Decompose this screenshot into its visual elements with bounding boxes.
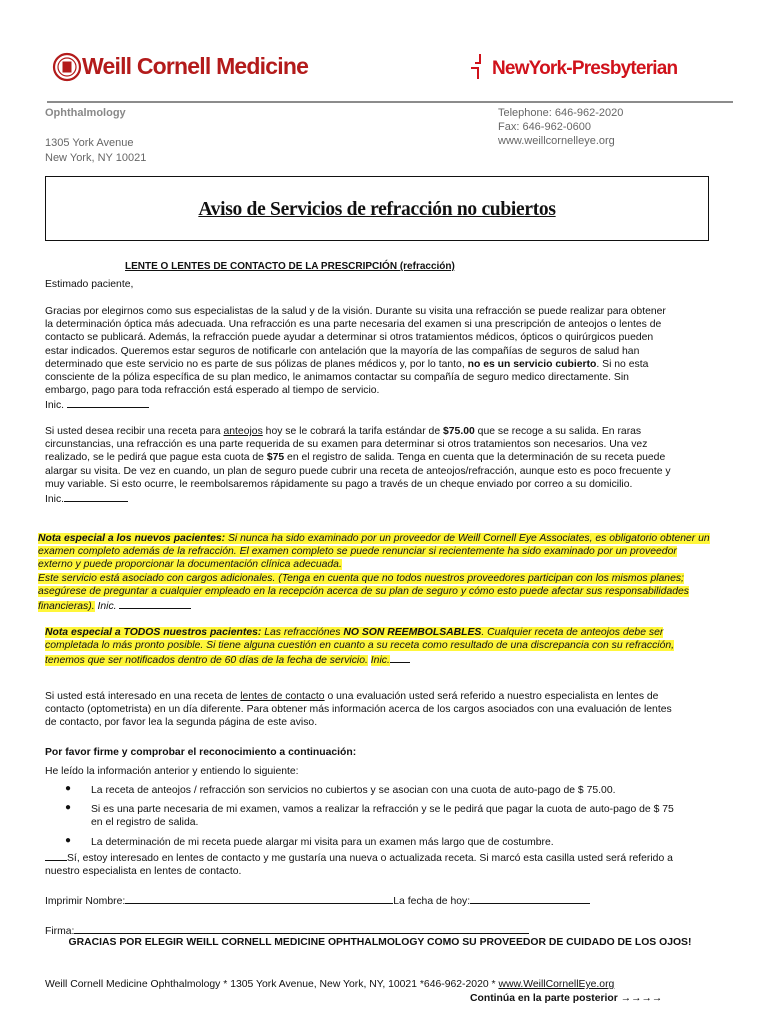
date-label: La fecha de hoy:	[393, 896, 471, 907]
note-new-text2: Este servicio está asociado con cargos adicionales. (Tenga en cuenta que no todos nuestros proveedores participan con los mismos planes; asegúrese de preguntar a cualquier empleado en la recepción acerca de su plan de seguro y cómo esto puede afectar sus responsabilidades financieras).	[38, 572, 689, 613]
footer-continue	[470, 992, 662, 1005]
para1-initials-label: Inic.	[45, 400, 65, 412]
website[interactable]: www.weillcornelleye.org	[498, 135, 615, 147]
continue-label: Continúa en la parte posterior	[470, 993, 618, 1004]
nyp-mark-icon	[470, 54, 490, 80]
note-new-text1: Si nunca ha sido examinado por un proveedor de Weill Cornell Eye Associates, es obligatorio obtener un examen completo además de la refracción. El examen completo se puede renunciar si recientemente ha sido examinado por un proveedor externo y puede proporcionar la documentación clínica adecuada.	[38, 533, 710, 571]
paragraph-3	[45, 690, 675, 730]
bullet-icon: ●	[65, 835, 72, 846]
nyp-logo	[470, 54, 730, 84]
contact-lens-text: Sí, estoy interesado en lentes de contacto y me gustaría una nueva o actualizada receta. Si marcó esta casilla usted será referido a nuestro especialista en lentes de contacto.	[45, 853, 673, 878]
header-divider	[47, 101, 733, 103]
contact-lens-check	[45, 850, 685, 878]
bullet-item-1: La receta de anteojos / refracción son servicios no cubiertos y se asocian con una cuota de auto-pago de $ 75.00.	[91, 785, 616, 796]
department: Ophthalmology	[45, 107, 126, 119]
note-all-a: Las refracciónes	[261, 627, 344, 638]
telephone: Telephone: 646-962-2020	[498, 107, 624, 119]
greeting: Estimado paciente,	[45, 279, 134, 290]
para1-text2: . Si no esta consciente de la póliza específica de su plan medico, le animamos contactar su compañía de seguro medico directamente. Sin embargo, pago para toda refracción está esperado al tiempo de servicio.	[45, 358, 649, 397]
address-line1: 1305 York Avenue	[45, 137, 134, 149]
footer-address: Weill Cornell Medicine Ophthalmology * 1305 York Avenue, New York, NY, 10021 *646-962-2020 *	[45, 979, 499, 990]
print-name-field[interactable]	[125, 893, 393, 904]
note-new-label: Nota especial a los nuevos pacientes:	[38, 533, 226, 544]
para1-text: Gracias por elegirnos como sus especialistas de la salud y de la visión. Durante su visita una refracción se puede realizar para obtener la determinación óptica más adecuada. Una refracción es una parte necesaria del examen si una prescripción de anteojos o lentes de contacto se publicará. Además, la refracción puede ayudar a determinar si otros tratamientos médicos, ópticos o quirúrgicos pueden estar indicados. Queremos estar seguros de notificarle con antelación que la mayoría de las compañías de seguros de salud han determinado que este servicio no es parte de sus pólizas de planes médicos y, por lo tanto,	[45, 306, 666, 370]
fax: Fax: 646-962-0600	[498, 121, 591, 133]
note-new-patients	[38, 532, 713, 613]
note-new-initials-label: Inic.	[97, 601, 117, 613]
note-all-initials-field[interactable]	[390, 652, 410, 663]
para2-initials-label: Inic.	[45, 494, 65, 506]
paragraph-2	[45, 425, 685, 506]
page-title: Aviso de Servicios de refracción no cubiertos	[198, 199, 556, 220]
note-all-initials-label: Inic.	[370, 655, 390, 667]
para2-c: que se recoge a su salida. En raras circunstancias, una refracción es una parte requerida de su examen para determinar si otros tratamientos son necesarios. Una vez realizado, se le pedirá que pague esta cuota de	[45, 426, 648, 464]
signature-field[interactable]	[74, 923, 529, 934]
para1-initials-field[interactable]	[67, 397, 149, 408]
print-name-row	[45, 893, 705, 908]
nyp-logo-text: NewYork-Presbyterian	[492, 58, 678, 79]
bullet-icon: ●	[65, 802, 72, 813]
wcm-logo-text: Weill Cornell Medicine	[82, 53, 309, 79]
footer-link[interactable]: www.WeillCornellEye.org	[498, 979, 615, 990]
print-name-label: Imprimir Nombre:	[45, 896, 126, 907]
contact-lens-checkbox[interactable]	[45, 850, 67, 861]
address-line2: New York, NY 10021	[45, 152, 147, 164]
wcm-logo	[52, 52, 312, 84]
note-all-patients	[45, 626, 690, 668]
para1-bold: no es un servicio cubierto	[467, 358, 597, 370]
para2-price: $75.00	[443, 426, 475, 437]
para2-a: Si usted desea recibir una receta para	[45, 426, 224, 437]
para3-a: Si usted está interesado en una receta de	[45, 691, 241, 702]
paragraph-1	[45, 305, 675, 413]
note-all-b: . Cualquier receta de anteojos debe ser completada lo más pronto posible. Si tiene alguna cuestión en cuanto a su receta como resultado de una discrepancia con su refracción, tenemos que ser notificados dentro de 60 días de la fecha de servicio.	[45, 627, 675, 667]
bullet-item-3: La determinación de mi receta puede alargar mi visita para un examen más largo que de costumbre.	[91, 837, 554, 848]
note-all-bold: NO SON REEMBOLSABLES	[343, 627, 482, 638]
para2-initials-field[interactable]	[64, 491, 128, 502]
para2-d: en el registro de salida. Tenga en cuenta que la determinación de su receta puede alargar su visita. De vez en cuando, un plan de seguro puede cubrir una receta de anteojos/refracción, aunque esto es poco frecuente y muy variable. Si esto ocurre, le reembolsaremos rápidamente su pago a través de un cheque enviado por correo a su domicilio.	[45, 452, 671, 490]
para2-b: hoy se le cobrará la tarifa estándar de	[262, 426, 443, 437]
date-field[interactable]	[470, 893, 590, 904]
note-new-initials-field[interactable]	[119, 598, 191, 609]
para2-price2: $75	[266, 452, 285, 464]
signature-label: Firma:	[45, 926, 75, 937]
para3-link: lentes de contacto	[240, 691, 325, 702]
confirm-intro: He leído la información anterior y entiendo lo siguiente:	[45, 766, 299, 777]
arrow-right-icon: →→→→	[620, 993, 663, 1004]
para2-anteojos: anteojos	[223, 426, 263, 437]
note-all-label: Nota especial a TODOS nuestros pacientes:	[45, 627, 262, 638]
bullet-item-2: Si es una parte necesaria de mi examen, vamos a realizar la refracción y se le pedirá que pagar la cuota de auto-pago de $ 75 en el registro de salida.	[91, 804, 674, 829]
bullet-icon: ●	[65, 783, 72, 794]
title-box	[45, 176, 709, 241]
confirm-heading: Por favor firme y comprobar el reconocimiento a continuación:	[45, 747, 357, 758]
footer-text	[45, 978, 725, 991]
thanks-text: GRACIAS POR ELEGIR WEILL CORNELL MEDICINE OPHTHALMOLOGY COMO SU PROVEEDOR DE CUIDADO DE LOS OJOS!	[68, 937, 692, 948]
para3-b: o una evaluación usted será referido a nuestro especialista en lentes de contacto (optometrista) en un día diferente. Para obtener más información acerca de los cargos asociados con una evaluación de lentes de contacto, por favor lea la segunda página de este aviso.	[45, 691, 672, 729]
wcm-seal-icon	[52, 52, 84, 84]
subtitle: LENTE O LENTES DE CONTACTO DE LA PRESCRIPCIÓN (refracción)	[125, 261, 455, 272]
